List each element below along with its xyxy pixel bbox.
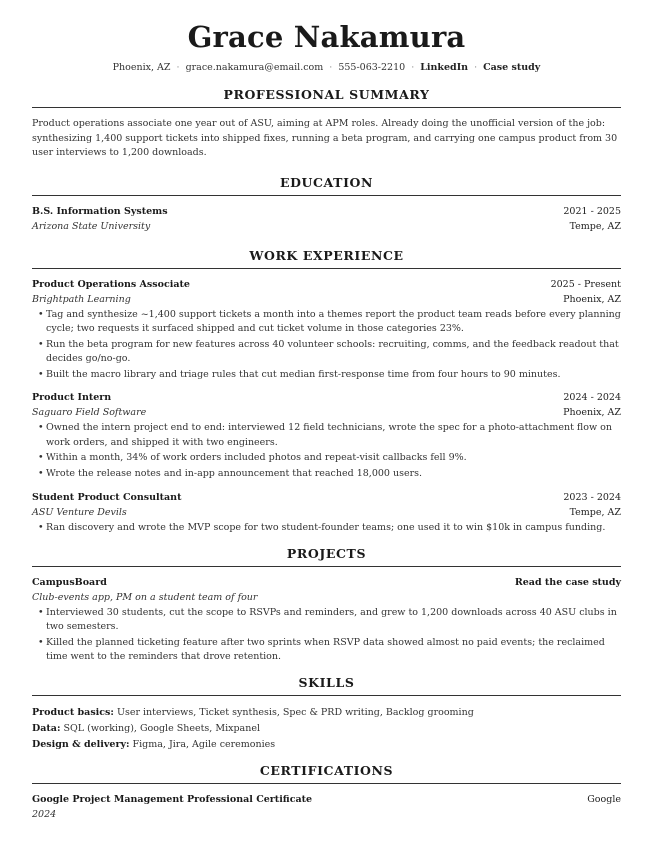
projects-heading: PROJECTS	[32, 546, 621, 567]
separator: ·	[176, 62, 180, 73]
skills-heading: SKILLS	[32, 675, 621, 696]
job-dates: 2024 - 2024	[563, 392, 621, 403]
certification-entry	[32, 792, 621, 822]
case-study-project-link[interactable]: Read the case study	[514, 576, 621, 588]
skill-line	[32, 737, 621, 753]
bullet-item: • Ran discovery and wrote the MVP scope for two student-founder teams; one used it to win $10k in campus funding.	[46, 521, 621, 536]
education-dates: 2021 - 2025	[563, 205, 621, 217]
skill-label: Data:	[32, 722, 61, 734]
education-location: Tempe, AZ	[569, 220, 621, 232]
summary-text: Product operations associate one year out of ASU, aiming at APM roles. Already doing the unofficial version of the job: synthesizing 1,400 support tickets into shipped fixes, running a beta program, and carrying one campus product from 30 user interviews to 1,200 downloads.	[32, 118, 618, 158]
job-company: Brightpath Learning	[32, 293, 131, 305]
job-company: Saguaro Field Software	[32, 407, 147, 418]
job-bullets	[32, 521, 621, 536]
job-bullets	[32, 308, 621, 383]
degree-text: B.S. Information Systems	[32, 205, 168, 217]
summary-heading: PROFESSIONAL SUMMARY	[32, 87, 621, 108]
separator: ·	[411, 62, 415, 73]
bullet-item: • Interviewed 30 students, cut the scope to RSVPs and reminders, and grew to 1,200 downloads across 40 ASU clubs in two semesters.	[46, 606, 621, 635]
experience-heading: WORK EXPERIENCE	[32, 248, 621, 269]
candidate-name: Grace Nakamura	[187, 20, 466, 54]
separator: ·	[474, 62, 478, 73]
job-role: Student Product Consultant	[32, 492, 182, 503]
project-subtitle: Club-events app, PM on a student team of four	[32, 591, 258, 603]
job-company: ASU Venture Devils	[32, 507, 127, 518]
school-text: Arizona State University	[32, 220, 151, 232]
project-entry	[32, 575, 621, 665]
certification-issuer: Google	[587, 793, 621, 805]
skill-label: Product basics:	[32, 706, 114, 718]
bullet-item: • Built the macro library and triage rules that cut median first-response time from four hours to 90 minutes.	[46, 368, 621, 383]
skill-line	[32, 721, 621, 737]
skill-line	[32, 705, 621, 721]
separator: ·	[329, 62, 333, 73]
job-entry	[32, 490, 621, 536]
job-role: Product Operations Associate	[32, 278, 190, 290]
job-dates: 2025 - Present	[550, 278, 621, 290]
certifications-heading: CERTIFICATIONS	[32, 763, 621, 784]
bullet-item: • Killed the planned ticketing feature after two sprints when RSVP data showed almost no paid events; the reclaimed time went to the reminders that drove retention.	[46, 636, 621, 665]
job-role: Product Intern	[32, 392, 112, 403]
job-entry	[32, 390, 621, 481]
job-location: Tempe, AZ	[569, 507, 621, 518]
skills-list	[32, 705, 621, 753]
certification-year: 2024	[32, 808, 57, 820]
certification-name: Google Project Management Professional Certificate	[32, 793, 313, 805]
project-name: CampusBoard	[32, 576, 107, 588]
contact-line	[32, 62, 621, 73]
education-entry	[32, 204, 621, 234]
job-dates: 2023 - 2024	[563, 492, 621, 503]
phone-text: 555-063-2210	[338, 62, 406, 73]
job-bullets	[32, 421, 621, 481]
education-heading: EDUCATION	[32, 175, 621, 196]
skill-label: Design & delivery:	[32, 738, 130, 750]
location-text: Phoenix, AZ	[112, 62, 171, 73]
job-entry	[32, 277, 621, 383]
job-location: Phoenix, AZ	[563, 293, 621, 305]
case-study-link[interactable]: Case study	[483, 62, 541, 73]
project-bullets	[32, 606, 621, 665]
skill-value: Figma, Jira, Agile ceremonies	[132, 738, 276, 750]
bullet-item: • Wrote the release notes and in-app announcement that reached 18,000 users.	[46, 467, 621, 482]
skill-value: SQL (working), Google Sheets, Mixpanel	[63, 722, 260, 734]
job-location: Phoenix, AZ	[563, 407, 621, 418]
bullet-item: • Run the beta program for new features across 40 volunteer schools: recruiting, comms, and the feedback readout that decides go/no-go.	[46, 338, 621, 367]
bullet-item: • Owned the intern project end to end: interviewed 12 field technicians, wrote the spec for a photo-attachment flow on work orders, and shipped it with two engineers.	[46, 421, 621, 450]
email-link[interactable]: grace.nakamura@email.com	[185, 62, 324, 73]
bullet-item: • Tag and synthesize ~1,400 support tickets a month into a themes report the product team reads before every planning cycle; two requests it surfaced shipped and cut ticket volume in those categories 23%.	[46, 308, 621, 337]
skill-value: User interviews, Ticket synthesis, Spec & PRD writing, Backlog grooming	[116, 706, 474, 718]
linkedin-link[interactable]: LinkedIn	[420, 62, 469, 73]
bullet-item: • Within a month, 34% of work orders included photos and repeat-visit callbacks fell 9%.	[46, 451, 621, 466]
